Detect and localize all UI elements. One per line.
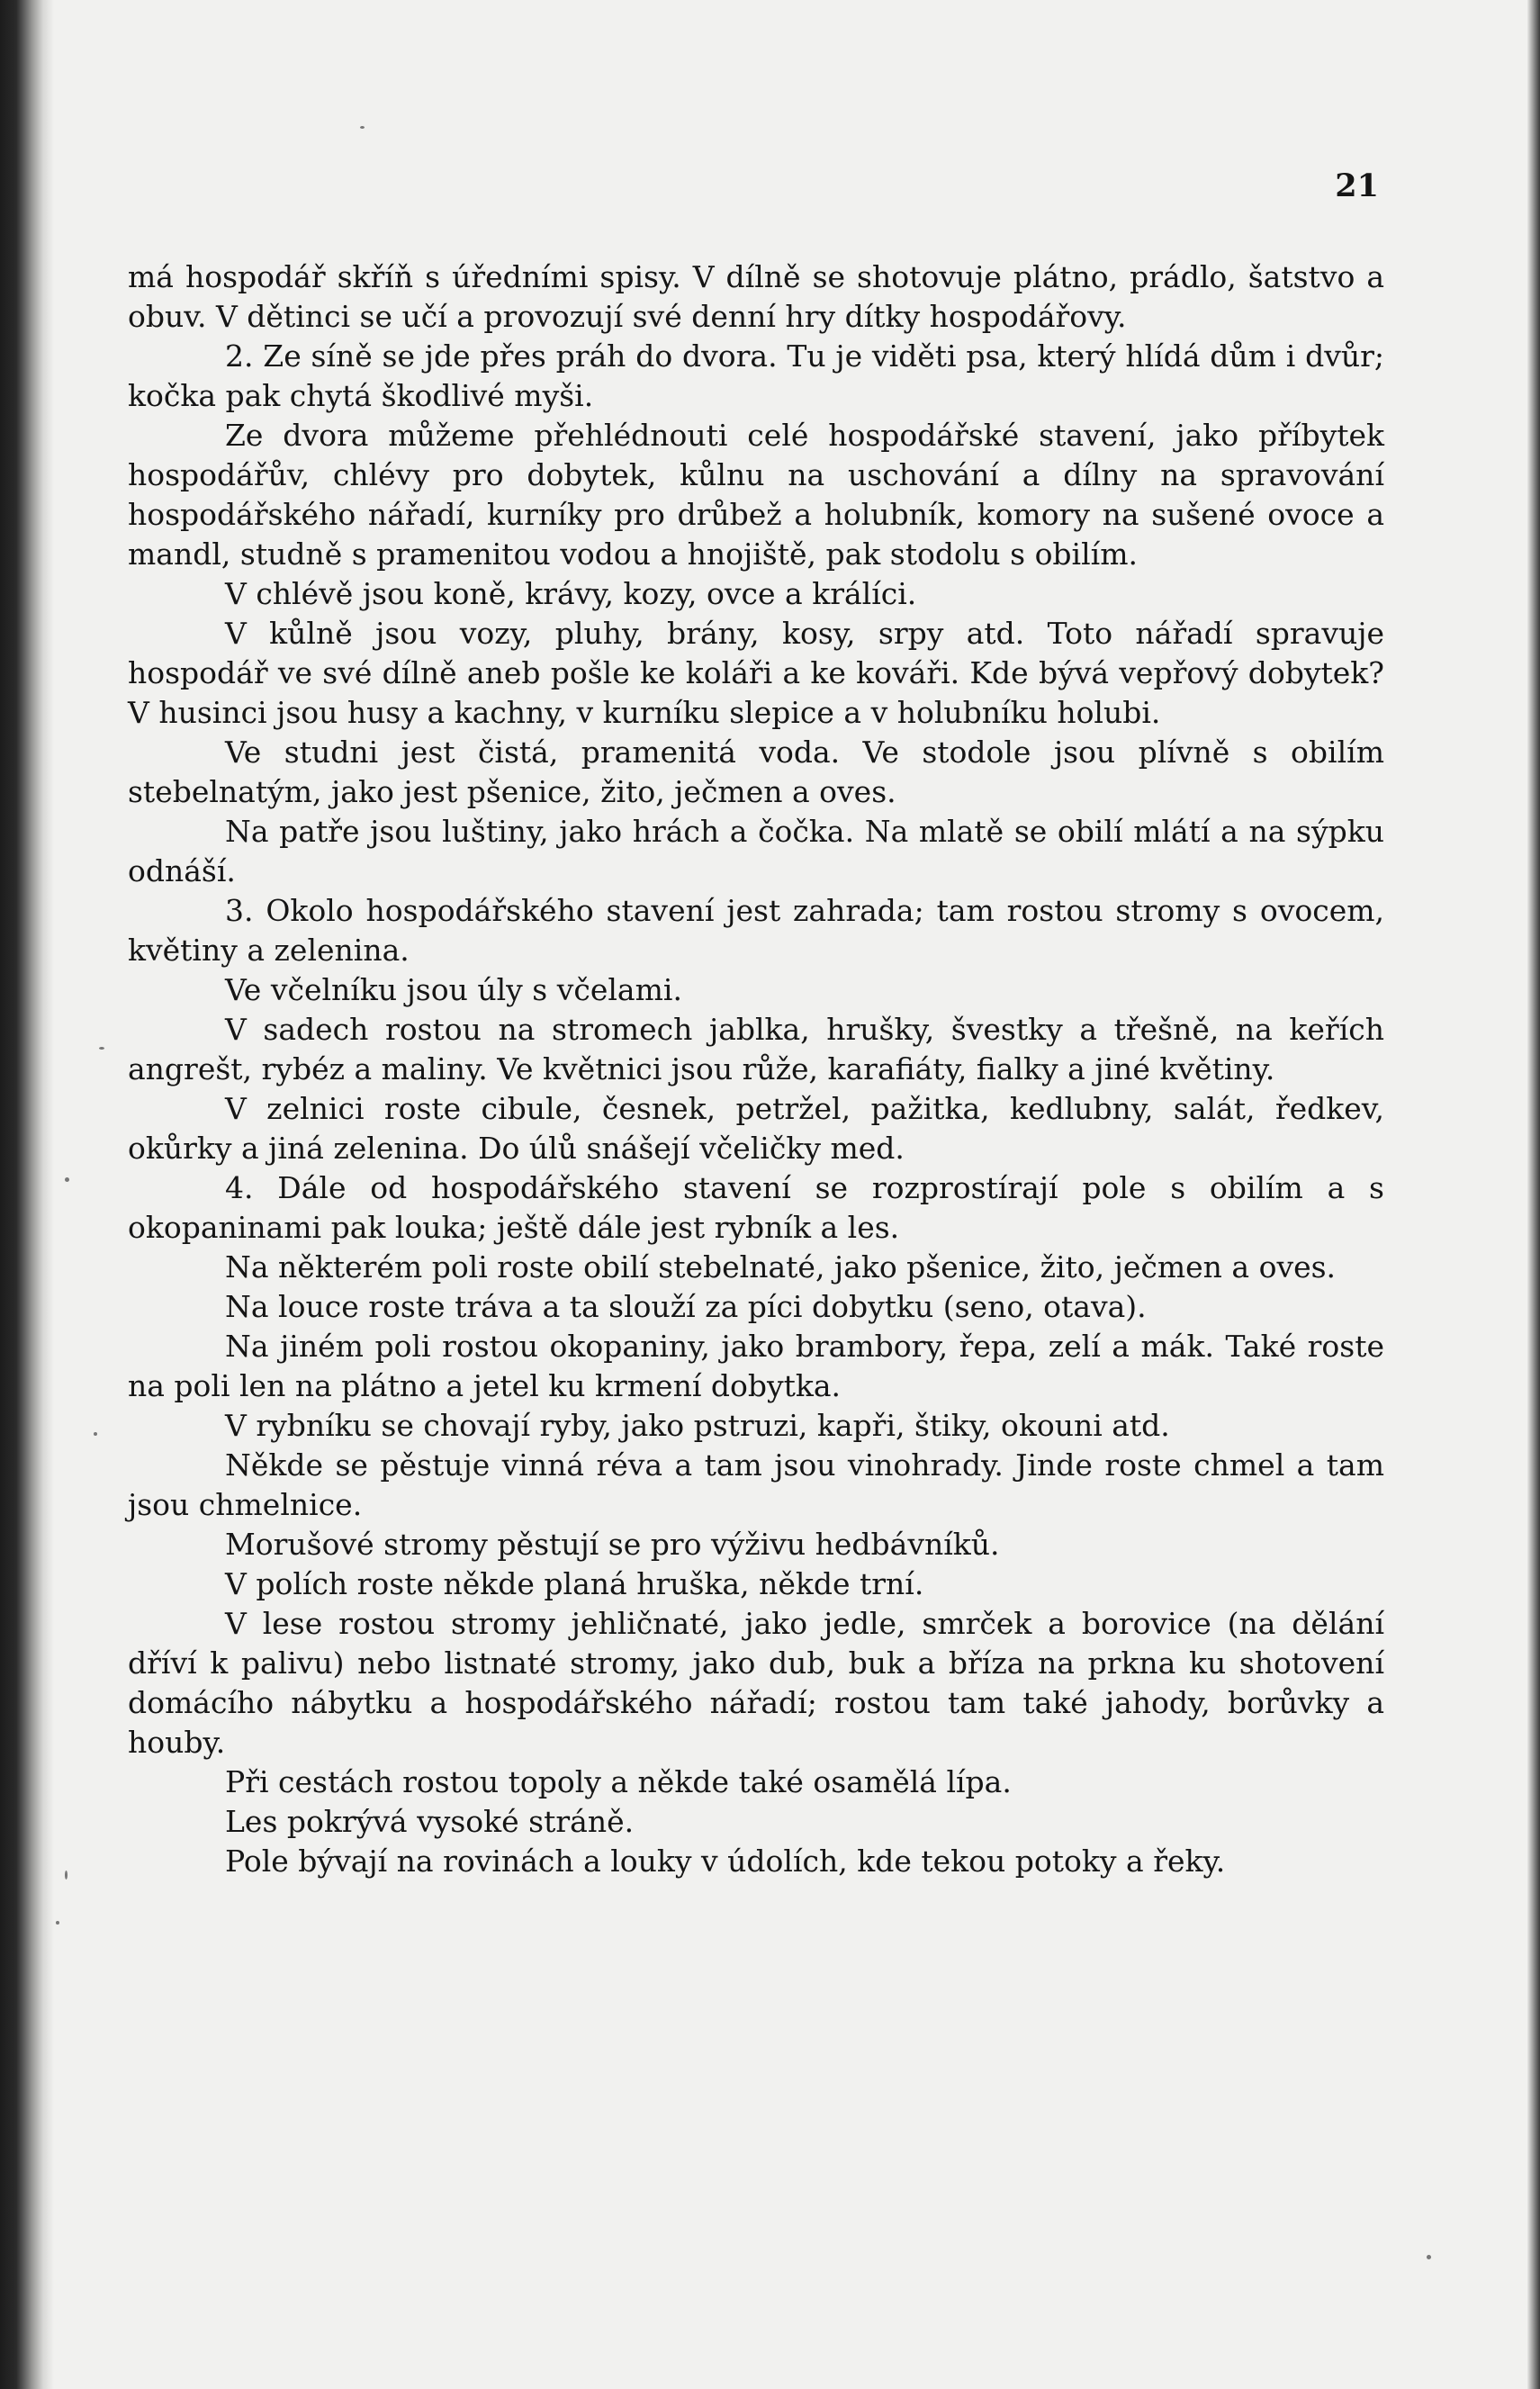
scan-speck (99, 1047, 104, 1050)
paragraph: V polích roste někde planá hruška, někde trní. (225, 1566, 924, 1601)
scan-speck (56, 1921, 59, 1925)
paragraph: V zelnici roste cibule, česnek, petržel, pažitka, kedlubny, salát, ředkev, okůrky a jiná zelenina. Do úlů snášejí včeličky med. (128, 1091, 1384, 1166)
paragraph: Ve studni jest čistá, pramenitá voda. Ve stodole jsou plívně s obilím stebelnatým, jako jest pšenice, žito, ječmen a oves. (128, 735, 1384, 809)
paragraph: Na jiném poli rostou okopaniny, jako brambory, řepa, zelí a mák. Také roste na poli len na plátno a jetel ku krmení dobytka. (128, 1329, 1384, 1403)
paragraph: Někde se pěstuje vinná réva a tam jsou vinohrady. Jinde roste chmel a tam jsou chmelnice. (128, 1447, 1384, 1522)
paragraph: Ve včelníku jsou úly s včelami. (225, 972, 682, 1007)
paragraph: V sadech rostou na stromech jablka, hrušky, švestky a třešně, na keřích angrešt, rybéz a maliny. Ve květnici jsou růže, karafiáty, fialky a jiné květiny. (128, 1012, 1384, 1086)
paragraph: Ze dvora můžeme přehlédnouti celé hospodářské stavení, jako příbytek hospodářův, chlévy pro dobytek, kůlnu na uschování a dílny na spravování hospodářského nářadí, kurníky pro drůbež a holubník, komory na sušené ovoce a mandl, studně s pramenitou vodou a hnojiště, pak stodolu s obilím. (128, 418, 1384, 572)
body-text (128, 257, 1384, 1881)
paragraph: V lese rostou stromy jehličnaté, jako jedle, smrček a borovice (na dělání dříví k palivu) nebo listnaté stromy, jako dub, buk a bříza na prkna ku shotovení domácího nábytku a hospodářského nářadí; rostou tam také jahody, borůvky a houby. (128, 1606, 1384, 1760)
paragraph: V chlévě jsou koně, krávy, kozy, ovce a králíci. (225, 576, 917, 611)
scan-speck (65, 1177, 69, 1182)
binding-shadow (0, 0, 54, 2389)
scan-speck (65, 1871, 68, 1880)
scan-speck (94, 1432, 97, 1436)
paragraph: Pole bývají na rovinách a louky v údolích, kde tekou potoky a řeky. (225, 1844, 1226, 1879)
paragraph: 4. Dále od hospodářského stavení se rozprostírají pole s obilím a s okopaninami pak louka; ještě dále jest rybník a les. (128, 1170, 1384, 1245)
scan-speck (360, 126, 365, 129)
paragraph: Na louce roste tráva a ta slouží za píci dobytku (seno, otava). (225, 1289, 1147, 1324)
paragraph: má hospodář skříň s úředními spisy. V dílně se shotovuje plátno, prádlo, šatstvo a obuv. V dětinci se učí a provozují své denní hry dítky hospodářovy. (128, 259, 1384, 334)
paragraph: Les pokrývá vysoké stráně. (225, 1804, 635, 1839)
paragraph: Na patře jsou luštiny, jako hrách a čočka. Na mlatě se obilí mlátí a na sýpku odnáší. (128, 814, 1384, 888)
paragraph: V rybníku se chovají ryby, jako pstruzi, kapři, štiky, okouni atd. (225, 1408, 1170, 1443)
page-edge (1527, 0, 1540, 2389)
paragraph: V kůlně jsou vozy, pluhy, brány, kosy, srpy atd. Toto nářadí spravuje hospodář ve své dílně aneb pošle ke koláři a ke kováři. Kde bývá vepřový dobytek? V husinci jsou husy a kachny, v kurníku slepice a v holubníku holubi. (128, 616, 1384, 730)
paragraph: Morušové stromy pěstují se pro výživu hedbávníků. (225, 1527, 1000, 1562)
paragraph: 2. Ze síně se jde přes práh do dvora. Tu je viděti psa, který hlídá dům i dvůr; kočka pak chytá škodlivé myši. (128, 338, 1384, 413)
paragraph: Na některém poli roste obilí stebelnaté, jako pšenice, žito, ječmen a oves. (225, 1249, 1337, 1285)
scan-speck (1427, 2255, 1431, 2259)
paragraph: Při cestách rostou topoly a někde také osamělá lípa. (225, 1764, 1012, 1799)
page-number: 21 (1335, 167, 1379, 204)
paragraph: 3. Okolo hospodářského stavení jest zahrada; tam rostou stromy s ovocem, květiny a zelenina. (128, 893, 1384, 968)
